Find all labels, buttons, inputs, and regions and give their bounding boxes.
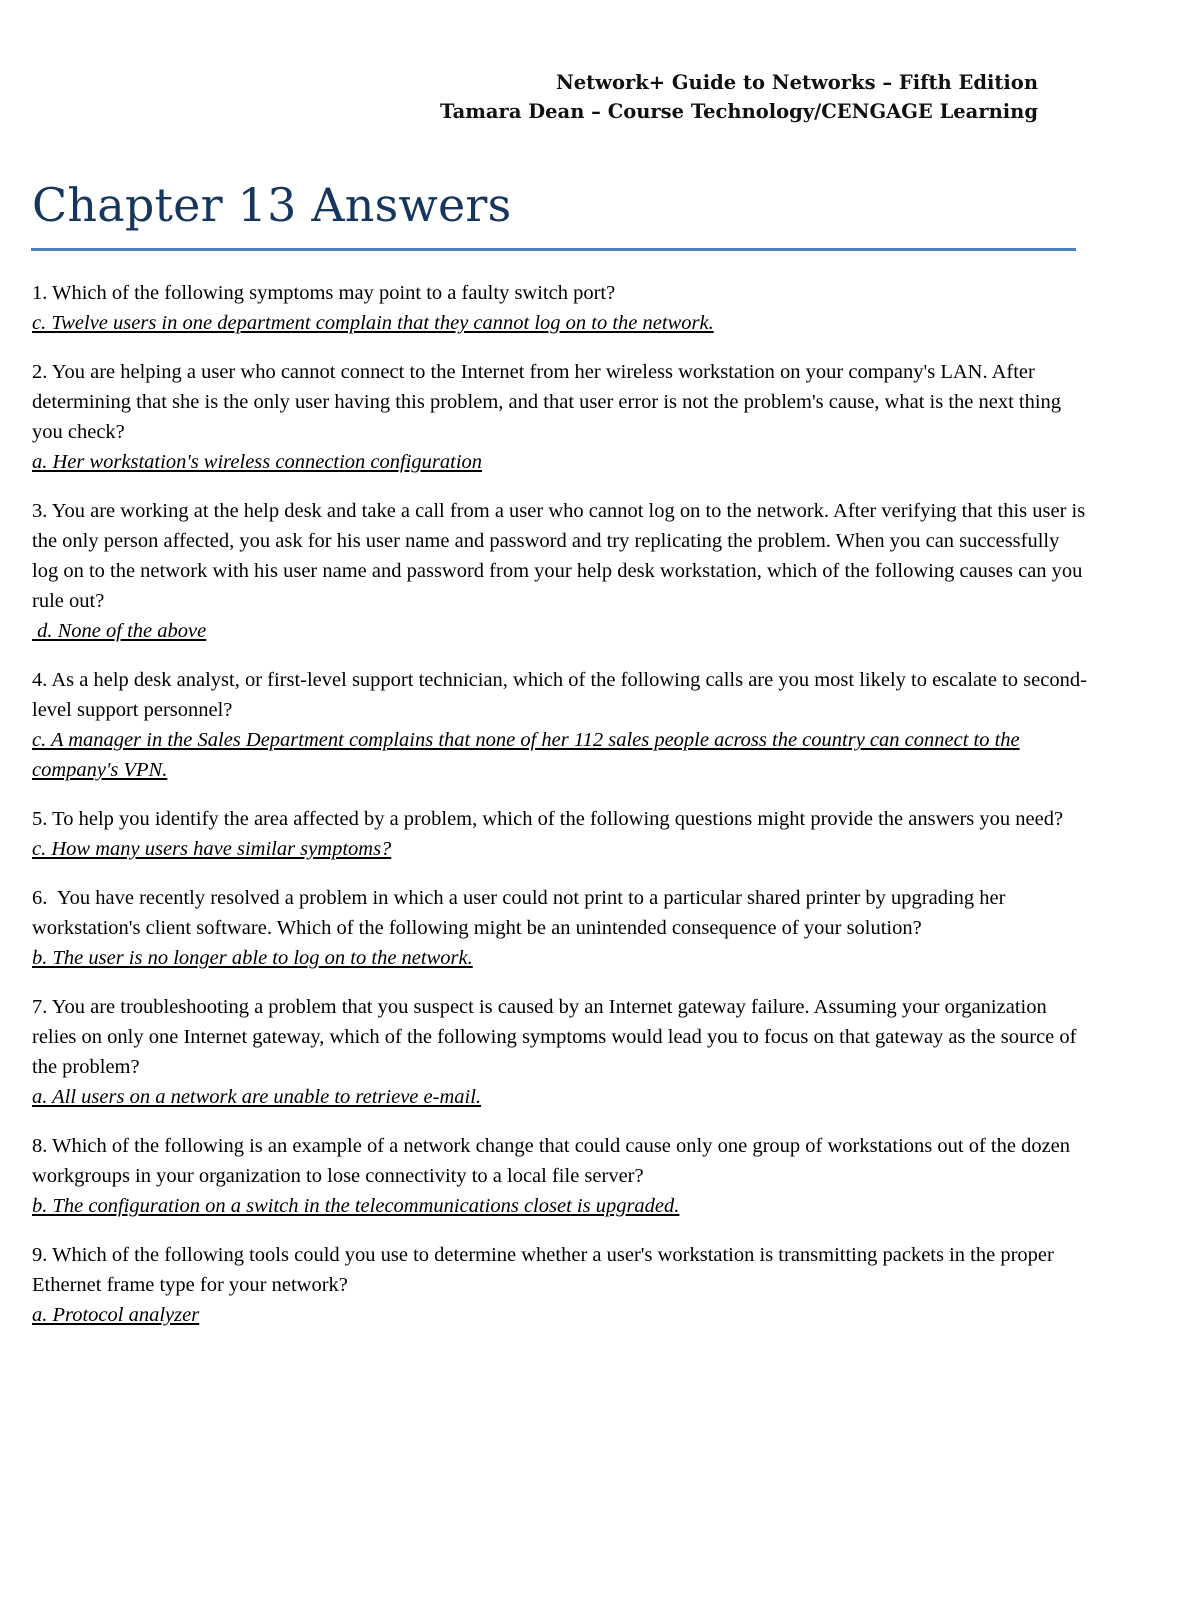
question-text: 3. You are working at the help desk and take a call from a user who cannot log on to the network. After verifying that this user is the only person affected, you ask for his user name and password and try replicating the problem. When you can successfully log on to the network with his user name and password from your help desk workstation, which of the following causes can you rule out? <box>32 500 1091 612</box>
qa-item-3 <box>32 496 1091 646</box>
page-title: Chapter 13 Answers <box>32 178 512 232</box>
header-book-title: Network+ Guide to Networks – Fifth Edition <box>555 71 1038 94</box>
question-text: 2. You are helping a user who cannot connect to the Internet from her wireless workstation on your company's LAN. After determining that she is the only user having this problem, and that user error is not the problem's cause, what is the next thing you check? <box>32 361 1067 443</box>
question-text: 9. Which of the following tools could you use to determine whether a user's workstation is transmitting packets in the proper Ethernet frame type for your network? <box>32 1244 1059 1296</box>
question-text: 6. You have recently resolved a problem in which a user could not print to a particular shared printer by upgrading her workstation's client software. Which of the following might be an unintended consequence of your solution? <box>32 887 1011 939</box>
title-underline-divider <box>31 248 1076 251</box>
question-text: 5. To help you identify the area affected by a problem, which of the following questions might provide the answers you need? <box>32 808 1064 830</box>
answer-text: c. Twelve users in one department complain that they cannot log on to the network. <box>32 312 714 334</box>
qa-item-8 <box>32 1131 1087 1221</box>
answer-text: a. Her workstation's wireless connection configuration <box>32 451 483 473</box>
answer-text: b. The configuration on a switch in the telecommunications closet is upgraded. <box>32 1195 680 1217</box>
question-answer-list <box>32 278 1091 1349</box>
qa-item-6 <box>32 883 1087 973</box>
answer-text: a. All users on a network are unable to retrieve e-mail. <box>32 1086 482 1108</box>
qa-item-1 <box>32 278 1087 338</box>
qa-item-7 <box>32 992 1087 1112</box>
answer-text: c. How many users have similar symptoms? <box>32 838 392 860</box>
answer-text: c. A manager in the Sales Department complains that none of her 112 sales people across the country can connect to the company's VPN. <box>32 729 1020 781</box>
answer-text: d. None of the above <box>32 620 207 642</box>
answer-text: b. The user is no longer able to log on to the network. <box>32 947 473 969</box>
header-author-publisher: Tamara Dean – Course Technology/CENGAGE Learning <box>440 100 1038 123</box>
qa-item-5 <box>32 804 1087 864</box>
qa-item-4 <box>32 665 1087 785</box>
question-text: 8. Which of the following is an example of a network change that could cause only one group of workstations out of the dozen workgroups in your organization to lose connectivity to a local file server? <box>32 1135 1076 1187</box>
qa-item-9 <box>32 1240 1087 1330</box>
question-text: 4. As a help desk analyst, or first-level support technician, which of the following calls are you most likely to escalate to second-level support personnel? <box>32 669 1087 721</box>
question-text: 7. You are troubleshooting a problem that you suspect is caused by an Internet gateway failure. Assuming your organization relies on only one Internet gateway, which of the following symptoms would lead you to focus on that gateway as the source of the problem? <box>32 996 1082 1078</box>
question-text: 1. Which of the following symptoms may point to a faulty switch port? <box>32 282 616 304</box>
page-header <box>440 68 1038 126</box>
qa-item-2 <box>32 357 1087 477</box>
answer-text: a. Protocol analyzer <box>32 1304 200 1326</box>
